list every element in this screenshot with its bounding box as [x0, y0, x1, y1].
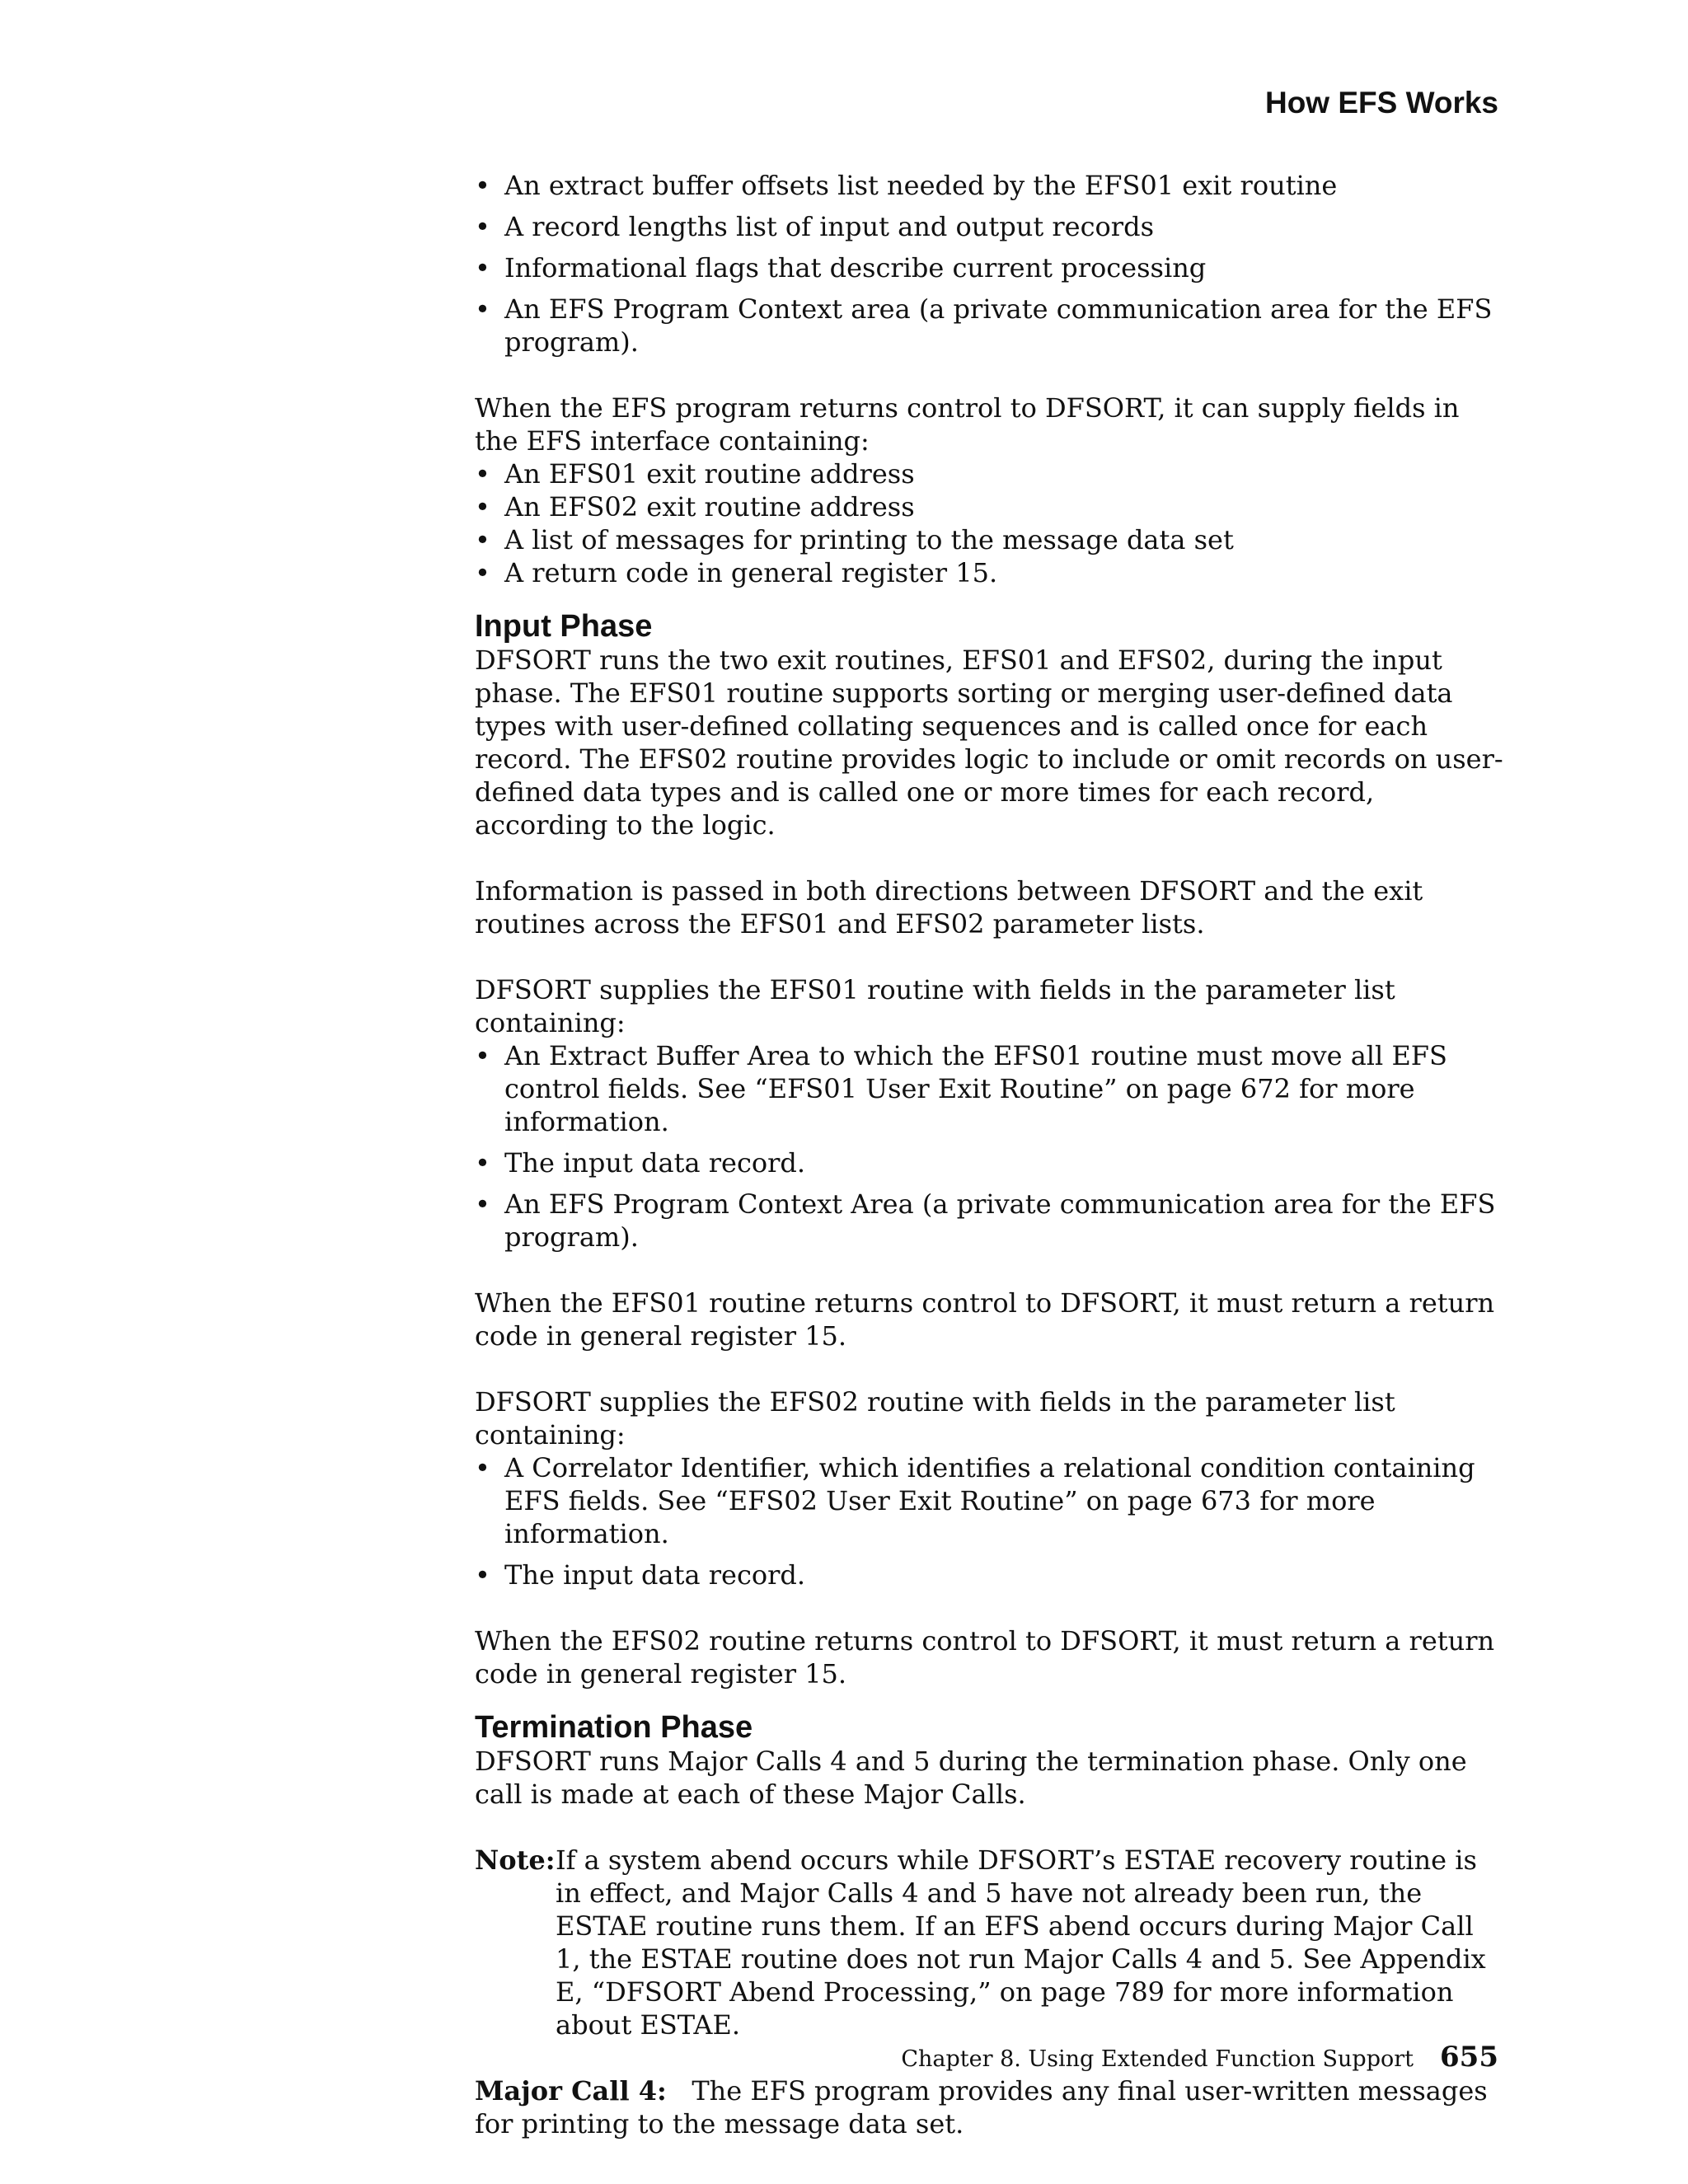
termination-phase-heading: Termination Phase — [475, 1710, 753, 1745]
page-body — [475, 169, 1505, 2140]
efs01-intro-paragraph: DFSORT supplies the EFS01 routine with fields in the parameter list containing: — [475, 974, 1395, 1038]
return-bullet-list — [475, 457, 1505, 589]
termination-phase-paragraph: DFSORT runs Major Calls 4 and 5 during the termination phase. Only one call is made at each of these Major Calls. — [475, 1746, 1467, 1810]
list-item: • The input data record. — [475, 1558, 1505, 1591]
list-item: • The input data record. — [475, 1146, 1505, 1179]
note-text: If a system abend occurs while DFSORT’s ESTAE recovery routine is in effect, and Major Calls 4 and 5 have not already been run, the ESTAE routine runs them. If an EFS abend occurs during Major Call 1, the ESTAE routine does not run Major Calls 4 and 5. See Appendix E, “DFSORT Abend Processing,” on page 789 for more information about ESTAE. — [556, 1844, 1486, 2041]
input-phase-heading: Input Phase — [475, 609, 653, 644]
list-item: • A Correlator Identifier, which identifies a relational condition containing EFS fields. See “EFS02 User Exit Routine” on page 673 for more information. — [475, 1451, 1505, 1550]
major-call-4-paragraph — [475, 2074, 1505, 2140]
page-number: 655 — [1440, 2041, 1498, 2074]
list-item: • An EFS02 exit routine address — [475, 490, 1505, 523]
list-item: • An EFS Program Context area (a private communication area for the EFS program). — [475, 293, 1505, 359]
major-call-text: The EFS program provides any final user-written messages for printing to the message data set. — [475, 2075, 1488, 2139]
major-call-label: Major Call 4: — [475, 2075, 667, 2107]
input-phase-paragraph: Information is passed in both directions between DFSORT and the exit routines across the EFS01 and EFS02 parameter lists. — [475, 875, 1423, 940]
page-footer — [901, 2041, 1498, 2074]
list-item: • An EFS01 exit routine address — [475, 457, 1505, 490]
note-label: Note: — [475, 1844, 556, 1876]
list-item: • A record lengths list of input and output records — [475, 210, 1505, 243]
note-block — [475, 1844, 1505, 2041]
input-phase-paragraph: DFSORT runs the two exit routines, EFS01 and EFS02, during the input phase. The EFS01 routine supports sorting or merging user-defined data types with user-defined collating sequences and is called once for each record. The EFS02 routine provides logic to include or omit records on user-defined data types and is called one or more times for each record, according to the logic. — [475, 644, 1503, 841]
running-header: How EFS Works — [1264, 86, 1498, 120]
efs01-bullet-list — [475, 1039, 1505, 1254]
efs01-return-paragraph: When the EFS01 routine returns control to DFSORT, it must return a return code in general register 15. — [475, 1287, 1495, 1352]
footer-chapter-title: Chapter 8. Using Extended Function Support — [901, 2046, 1414, 2072]
list-item: • A list of messages for printing to the message data set — [475, 523, 1505, 556]
intro-bullet-list — [475, 169, 1505, 359]
efs02-return-paragraph: When the EFS02 routine returns control to DFSORT, it must return a return code in general register 15. — [475, 1625, 1495, 1690]
efs02-bullet-list — [475, 1451, 1505, 1591]
list-item: • Informational flags that describe current processing — [475, 251, 1505, 284]
return-paragraph: When the EFS program returns control to DFSORT, it can supply fields in the EFS interface containing: — [475, 392, 1460, 457]
list-item: • An Extract Buffer Area to which the EFS01 routine must move all EFS control fields. See “EFS01 User Exit Routine” on page 672 for more information. — [475, 1039, 1505, 1138]
list-item: • An EFS Program Context Area (a private communication area for the EFS program). — [475, 1188, 1505, 1254]
list-item: • A return code in general register 15. — [475, 556, 1505, 589]
efs02-intro-paragraph: DFSORT supplies the EFS02 routine with fields in the parameter list containing: — [475, 1386, 1395, 1451]
list-item: • An extract buffer offsets list needed by the EFS01 exit routine — [475, 169, 1505, 202]
